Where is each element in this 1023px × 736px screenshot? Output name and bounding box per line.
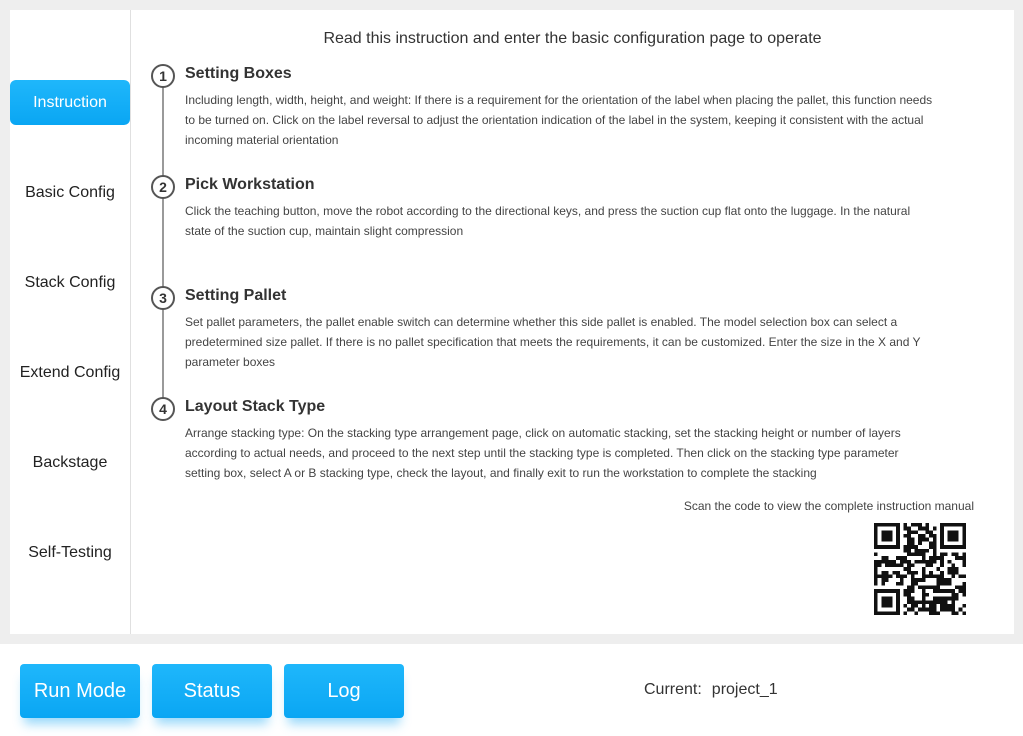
step-description: Click the teaching button, move the robot according to the directional keys, and press the suction cup flat onto the luggage. In the natural state of the suction cup, maintain slight compression <box>185 204 911 238</box>
step-number: 1 <box>151 64 175 88</box>
timeline-line <box>162 85 164 408</box>
page-title: Read this instruction and enter the basic configuration page to operate <box>323 30 822 47</box>
qr-code-icon <box>874 523 966 615</box>
step-title: Pick Workstation <box>185 176 315 193</box>
current-project-value: project_1 <box>711 681 778 698</box>
log-button[interactable]: Log <box>284 664 404 718</box>
sidebar-item-basic-config[interactable]: Basic Config <box>25 183 115 201</box>
step-description: Set pallet parameters, the pallet enable switch can determine whether this side pallet is enabled. The model selection box can select a predetermined size pallet. If there is no pallet specification that meets the requirements, it can be customized. Enter the size in the X and Y parameter boxes <box>185 315 921 369</box>
main-panel <box>10 10 1014 634</box>
step-number: 3 <box>151 286 175 310</box>
current-label: Current: <box>644 681 702 698</box>
step-title: Setting Boxes <box>185 65 292 82</box>
sidebar-item-self-testing[interactable]: Self-Testing <box>28 543 112 561</box>
step-title: Setting Pallet <box>185 287 287 304</box>
run-mode-button[interactable]: Run Mode <box>20 664 140 718</box>
step-number: 4 <box>151 397 175 421</box>
sidebar-item-extend-config[interactable]: Extend Config <box>19 363 121 381</box>
step-number: 2 <box>151 175 175 199</box>
step-title: Layout Stack Type <box>185 398 326 415</box>
status-button[interactable]: Status <box>152 664 272 718</box>
qr-caption: Scan the code to view the complete instruction manual <box>683 499 974 513</box>
step-description: Including length, width, height, and weight: If there is a requirement for the orientation of the label when placing the pallet, this function needs to be turned on. Click on the label reversal to adjust the orientation indication of the label in the system, keeping it consistent with the actual incoming material orientation <box>185 93 933 147</box>
sidebar-item-stack-config[interactable]: Stack Config <box>24 273 116 291</box>
current-project <box>644 681 778 699</box>
sidebar-item-instruction[interactable]: Instruction <box>10 80 130 125</box>
step-description: Arrange stacking type: On the stacking type arrangement page, click on automatic stacking, set the stacking height or number of layers according to actual needs, and proceed to the next step until the stacking type is completed. Then click on the stacking type parameter setting box, select A or B stacking type, check the layout, and finally exit to run the workstation to complete the stacking <box>185 426 901 480</box>
instruction-content <box>131 10 1014 634</box>
bottom-bar <box>0 644 1023 736</box>
sidebar <box>10 10 131 634</box>
sidebar-item-backstage[interactable]: Backstage <box>32 453 108 471</box>
